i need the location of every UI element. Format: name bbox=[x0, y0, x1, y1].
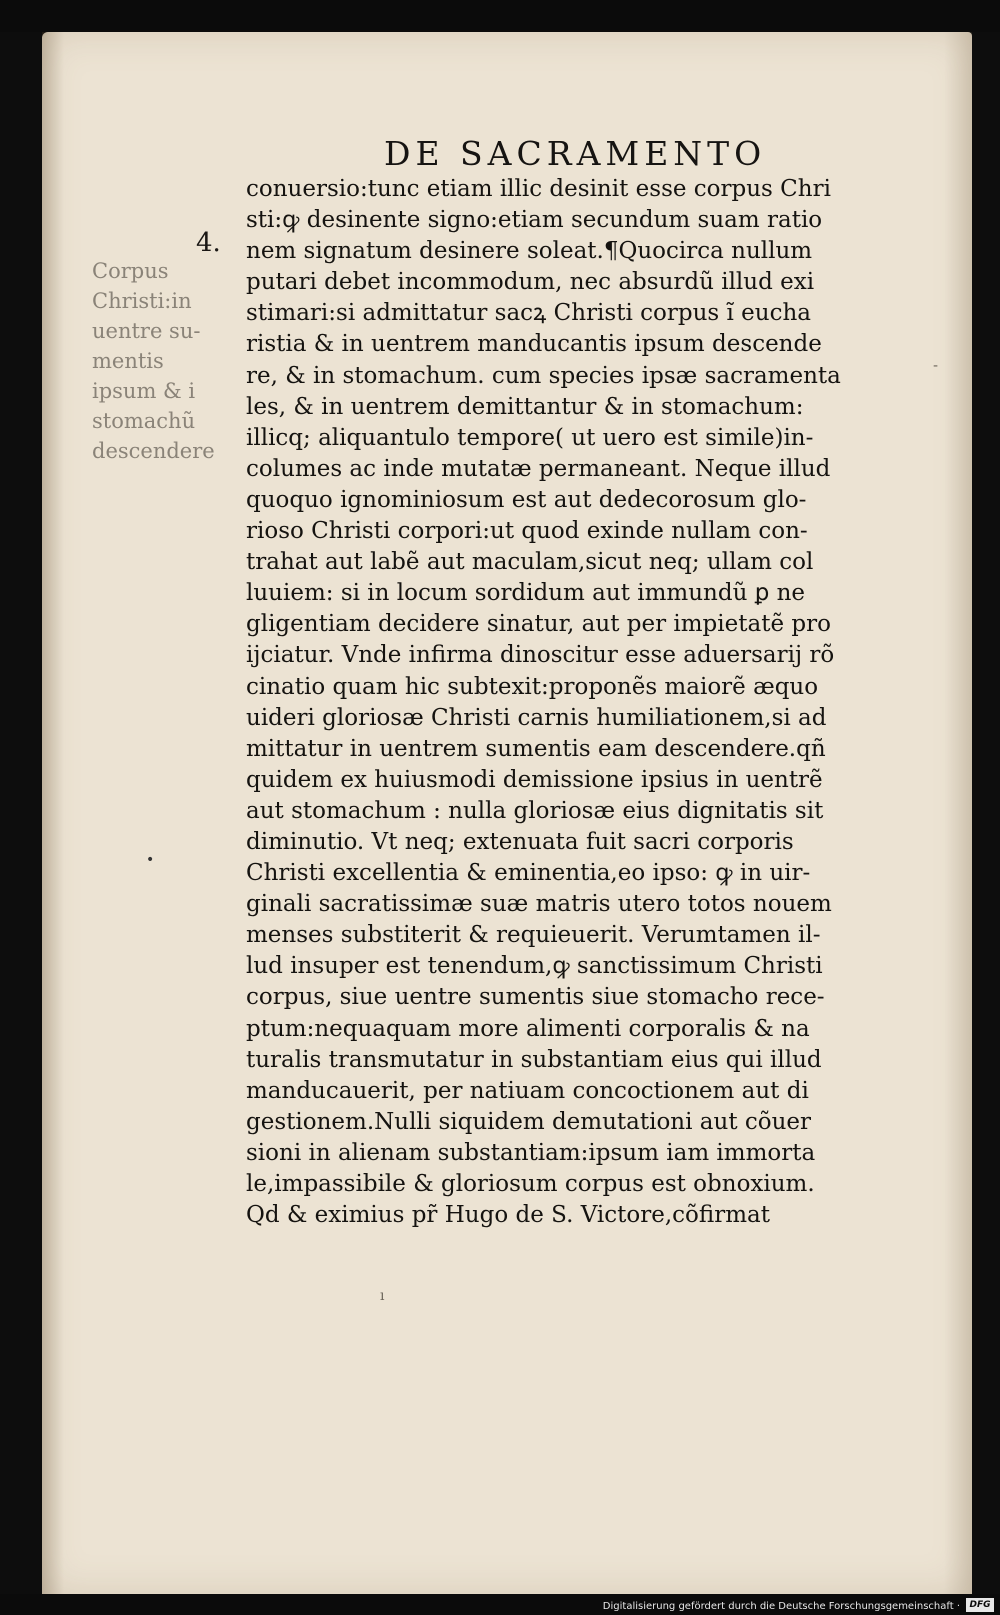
text-line: ptum:nequaquam more alimenti corporalis & na bbox=[246, 1015, 810, 1042]
text-line: le,impassibile & gloriosum corpus est obnoxium. bbox=[246, 1171, 815, 1197]
text-line: sioni in alienam substantiam:ipsum iam immorta bbox=[246, 1139, 816, 1166]
marginal-note-line: Corpus bbox=[92, 259, 169, 283]
text-line: cinatio quam hic subtexit:proponẽs maiorẽ æquo bbox=[246, 673, 819, 700]
text-line: nem signatum desinere soleat.¶Quocirca nullum bbox=[246, 238, 813, 265]
text-line: re, & in stomachum. cum species ipsæ sacramenta bbox=[246, 362, 841, 389]
text-line: lud insuper est tenendum,ꝙ sanctissimum Christi bbox=[246, 953, 823, 980]
text-line: diminutio. Vt neq; extenuata fuit sacri corporis bbox=[246, 828, 794, 855]
page-edge-shadow bbox=[944, 32, 972, 1594]
page-gutter-shadow bbox=[42, 32, 64, 1594]
text-line: corpus, siue uentre sumentis siue stomacho rece- bbox=[246, 984, 825, 1011]
text-line: turalis transmutatur in substantiam eius qui illud bbox=[246, 1046, 822, 1073]
text-line: les, & in uentrem demittantur & in stomachum: bbox=[246, 393, 804, 420]
marginal-note-line: descendere bbox=[92, 439, 215, 463]
text-line: columes ac inde mutatæ permaneant. Neque illud bbox=[246, 455, 831, 482]
text-line: gestionem.Nulli siquidem demutationi aut cõuer bbox=[246, 1108, 812, 1135]
text-line: ijciatur. Vnde infirma dinoscitur esse aduersarij rõ bbox=[246, 642, 835, 669]
marginal-note-line: ipsum & i bbox=[92, 379, 196, 403]
text-line: quoquo ignominiosum est aut dedecorosum glo- bbox=[246, 486, 807, 513]
footer-band bbox=[0, 1594, 1000, 1615]
text-line: sti:ꝙ desinente signo:etiam secundum suam ratio bbox=[246, 207, 823, 234]
marginal-note-line: stomachũ bbox=[92, 409, 196, 433]
section-number: 4. bbox=[196, 228, 221, 258]
body-text bbox=[246, 174, 914, 1231]
text-line: uideri gloriosæ Christi carnis humiliationem,si ad bbox=[246, 704, 827, 731]
text-line: illicq; aliquantulo tempore( ut uero est simile)in- bbox=[246, 424, 814, 451]
text-line: ristia & in uentrem manducantis ipsum descende bbox=[246, 331, 822, 358]
marginal-note-line: mentis bbox=[92, 349, 164, 373]
text-line: ginali sacratissimæ suæ matris utero totos nouem bbox=[246, 891, 832, 918]
text-line: Christi excellentia & eminentia,eo ipso: ꝙ in uir- bbox=[246, 860, 811, 887]
text-line: menses substiterit & requieuerit. Verumtamen il- bbox=[246, 922, 821, 949]
text-line: trahat aut labẽ aut maculam,sicut neq; ullam col bbox=[246, 549, 814, 576]
marginal-note-line: Christi:in bbox=[92, 289, 192, 313]
stray-mark: ı bbox=[380, 1288, 385, 1304]
text-line: conuersio:tunc etiam illic desinit esse corpus Chri bbox=[246, 176, 831, 202]
marginal-note bbox=[92, 256, 237, 466]
page-edge-mark: - bbox=[932, 358, 938, 374]
text-line: stimari:si admittatur sacꝝ Christi corpus ĩ eucha bbox=[246, 300, 812, 327]
running-head: DE SACRAMENTO bbox=[384, 134, 767, 173]
marginal-note-line: uentre su- bbox=[92, 319, 201, 343]
text-line: rioso Christi corpori:ut quod exinde nullam con- bbox=[246, 518, 808, 545]
text-line: luuiem: si in locum sordidum aut immundũ ꝑ ne bbox=[246, 580, 806, 607]
text-line: quidem ex huiusmodi demissione ipsius in uentrẽ bbox=[246, 766, 823, 793]
text-line: gligentiam decidere sinatur, aut per impietatẽ pro bbox=[246, 611, 831, 638]
scan-top-border bbox=[0, 0, 1000, 32]
dfg-logo: DFG bbox=[966, 1598, 994, 1612]
digitization-credit: Digitalisierung gefördert durch die Deutsche Forschungsgemeinschaft · bbox=[602, 1601, 960, 1612]
text-line: putari debet incommodum, nec absurdũ illud exi bbox=[246, 269, 815, 296]
text-line: manducauerit, per natiuam concoctionem aut di bbox=[246, 1077, 809, 1104]
text-line: mittatur in uentrem sumentis eam descendere.qñ bbox=[246, 735, 826, 762]
margin-dot: • bbox=[146, 852, 155, 868]
text-line: aut stomachum : nulla gloriosæ eius dignitatis sit bbox=[246, 797, 824, 824]
text-line: Qd & eximius pr̃ Hugo de S. Victore,cõfirmat bbox=[246, 1202, 770, 1229]
